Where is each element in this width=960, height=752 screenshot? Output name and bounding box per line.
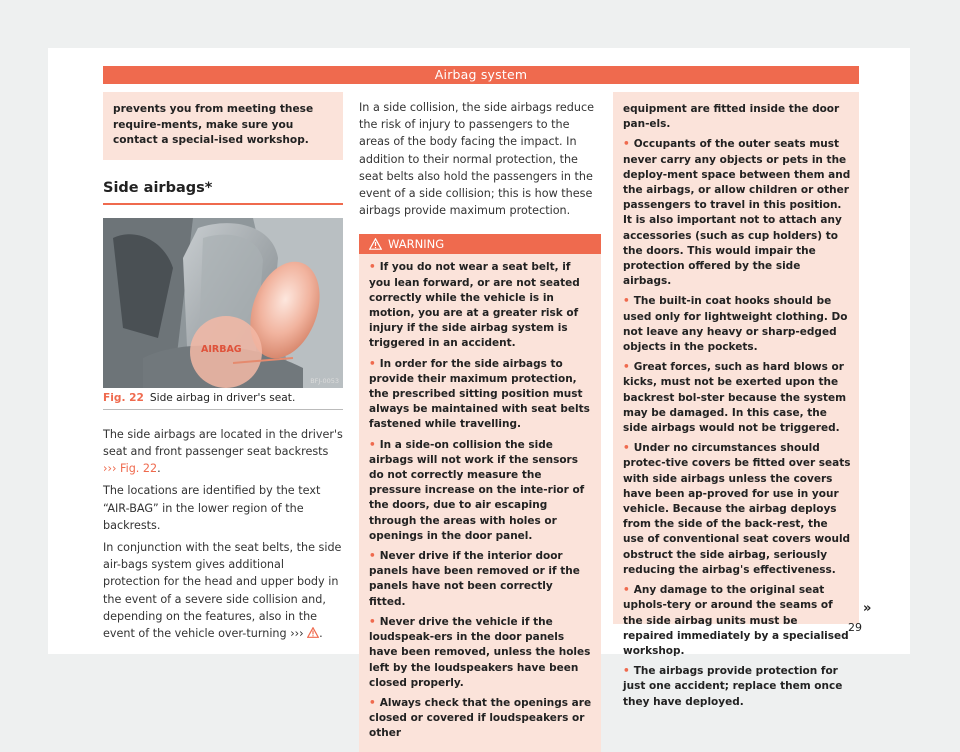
column-left — [103, 92, 343, 642]
warning-header — [359, 234, 601, 254]
warning-triangle-icon — [369, 238, 382, 250]
warning-triangle-icon — [307, 627, 319, 638]
bullet-icon: • — [623, 442, 630, 455]
paragraph-location-text: The side airbags are located in the driver's seat and front passenger seat backrests — [103, 427, 343, 458]
bullet-icon: • — [369, 615, 376, 628]
bullet-icon: • — [623, 361, 630, 374]
side-airbag-figure — [103, 218, 343, 388]
warning-item-text: Never drive if the interior door panels have been removed or if the panels have not been correctly fitted. — [369, 550, 580, 608]
warning-item — [623, 583, 851, 659]
page-number: 29 — [848, 621, 862, 634]
warning-item — [369, 696, 592, 742]
figure-caption-text: Side airbag in driver's seat. — [149, 391, 296, 404]
warning-item — [623, 664, 851, 710]
bullet-icon: • — [369, 438, 376, 451]
seat-illustration — [103, 218, 343, 388]
warning-item-text: The built-in coat hooks should be used only for lightweight clothing. Do not leave any heavy or sharp-edged objects in the pockets. — [623, 295, 848, 354]
warning-continuation-text: equipment are fitted inside the door pan-els. — [623, 103, 840, 131]
period: . — [319, 627, 323, 641]
warning-list — [359, 254, 601, 751]
warning-item-text: In order for the side airbags to provide their maximum protection, the prescribed sitting position must always be maintained with seat belts fastened while travelling. — [369, 357, 590, 431]
paragraph-label: The locations are identified by the text “AIR-BAG” in the lower region of the backrests. — [103, 484, 321, 532]
figure-id: BFJ-0053 — [310, 376, 339, 385]
warning-item — [623, 137, 851, 289]
warning-item-text: Under no circumstances should protec-tive covers be fitted over seats with side airbags unless the covers have been ap-proved for use in your vehicle. Because the airbag deploys from the side of the back-rest, the use of conventional seat covers would obstruct the side airbag, seriously reducing the airbag's effectiveness. — [623, 442, 851, 576]
bullet-icon: • — [369, 550, 376, 563]
warning-item — [369, 615, 592, 691]
warning-item-text: The airbags provide protection for just one accident; replace them once they have deployed. — [623, 665, 843, 708]
bullet-icon: • — [623, 584, 630, 597]
warning-item — [369, 549, 592, 610]
warning-reference-link[interactable] — [290, 627, 319, 640]
continued-next-page-mark: » — [863, 601, 872, 616]
warning-item — [623, 360, 851, 436]
continued-note-box: prevents you from meeting these require-ments, make sure you contact a special-ised workshop. — [103, 92, 343, 160]
bullet-icon: • — [623, 295, 630, 308]
warning-title: WARNING — [388, 237, 445, 252]
page-header: Airbag system — [103, 66, 859, 84]
bullet-icon: • — [623, 665, 630, 678]
airbag-label: AIRBAG — [201, 343, 242, 355]
warning-item — [369, 438, 592, 544]
warning-item-text: Always check that the openings are closed or covered if loudspeakers or other — [369, 696, 592, 740]
warning-item — [623, 294, 851, 355]
figure-caption — [103, 392, 343, 410]
bullet-icon: • — [623, 138, 630, 151]
warning-item-text: Occupants of the outer seats must never carry any objects or pets in the deploy-ment space between them and the airbags, or allow children or other passengers to travel in this position. It is also important not to attach any accessories (such as cup holders) to the doors. This would impair the protection offered by the side airbags. — [623, 138, 851, 288]
warning-item-text: In a side-on collision the side airbags will not work if the sensors do not correctly measure the pressure increase on the inte-rior of the doors, due to air escaping through the areas with holes or openings in the door panel. — [369, 438, 585, 542]
section-title: Side airbags* — [103, 180, 343, 205]
bullet-icon: • — [369, 696, 376, 709]
figure-reference-link[interactable]: ››› Fig. 22 — [103, 462, 158, 476]
reference-arrows: ››› — [290, 627, 304, 641]
warning-item-text: Great forces, such as hard blows or kicks, must not be exerted upon the backrest bol-ster because the system may be damaged. In this case, the side airbags would not be triggered. — [623, 361, 847, 435]
warning-item — [369, 357, 592, 433]
paragraph-protection — [103, 539, 343, 642]
column-middle — [359, 99, 601, 752]
warning-item-text: Any damage to the original seat uphols-tery or around the seams of the side airbag units must be repaired immediately by a specialised workshop. — [623, 584, 849, 657]
paragraph-intro: In a side collision, the side airbags reduce the risk of injury to passengers to the areas of the body facing the impact. In addition to their normal protection, the seat belts also hold the passengers in the event of a side collision; this is how these airbags provide maximum protection. — [359, 101, 595, 218]
paragraph-protection-text: In conjunction with the seat belts, the side air-bags system gives additional protection for the head and upper body in the event of a severe side collision and, depending on the features, also in the event of the vehicle over-turning — [103, 541, 342, 641]
warning-list-continued — [613, 92, 859, 710]
warning-item — [623, 441, 851, 578]
bullet-icon: • — [369, 261, 376, 274]
paragraph-location — [103, 426, 343, 478]
figure-number: Fig. 22 — [103, 391, 144, 404]
warning-item — [369, 260, 592, 351]
bullet-icon: • — [369, 357, 376, 370]
warning-box — [359, 234, 601, 751]
period: . — [157, 462, 161, 476]
warning-item-text: If you do not wear a seat belt, if you lean forward, or are not seated correctly while the vehicle is in motion, you are at a greater risk of injury if the side airbag system is triggered in an accident. — [369, 261, 580, 350]
warning-item-text: Never drive the vehicle if the loudspeak-ers in the door panels have been removed, unless the holes left by the loudspeakers have been closed properly. — [369, 615, 591, 689]
